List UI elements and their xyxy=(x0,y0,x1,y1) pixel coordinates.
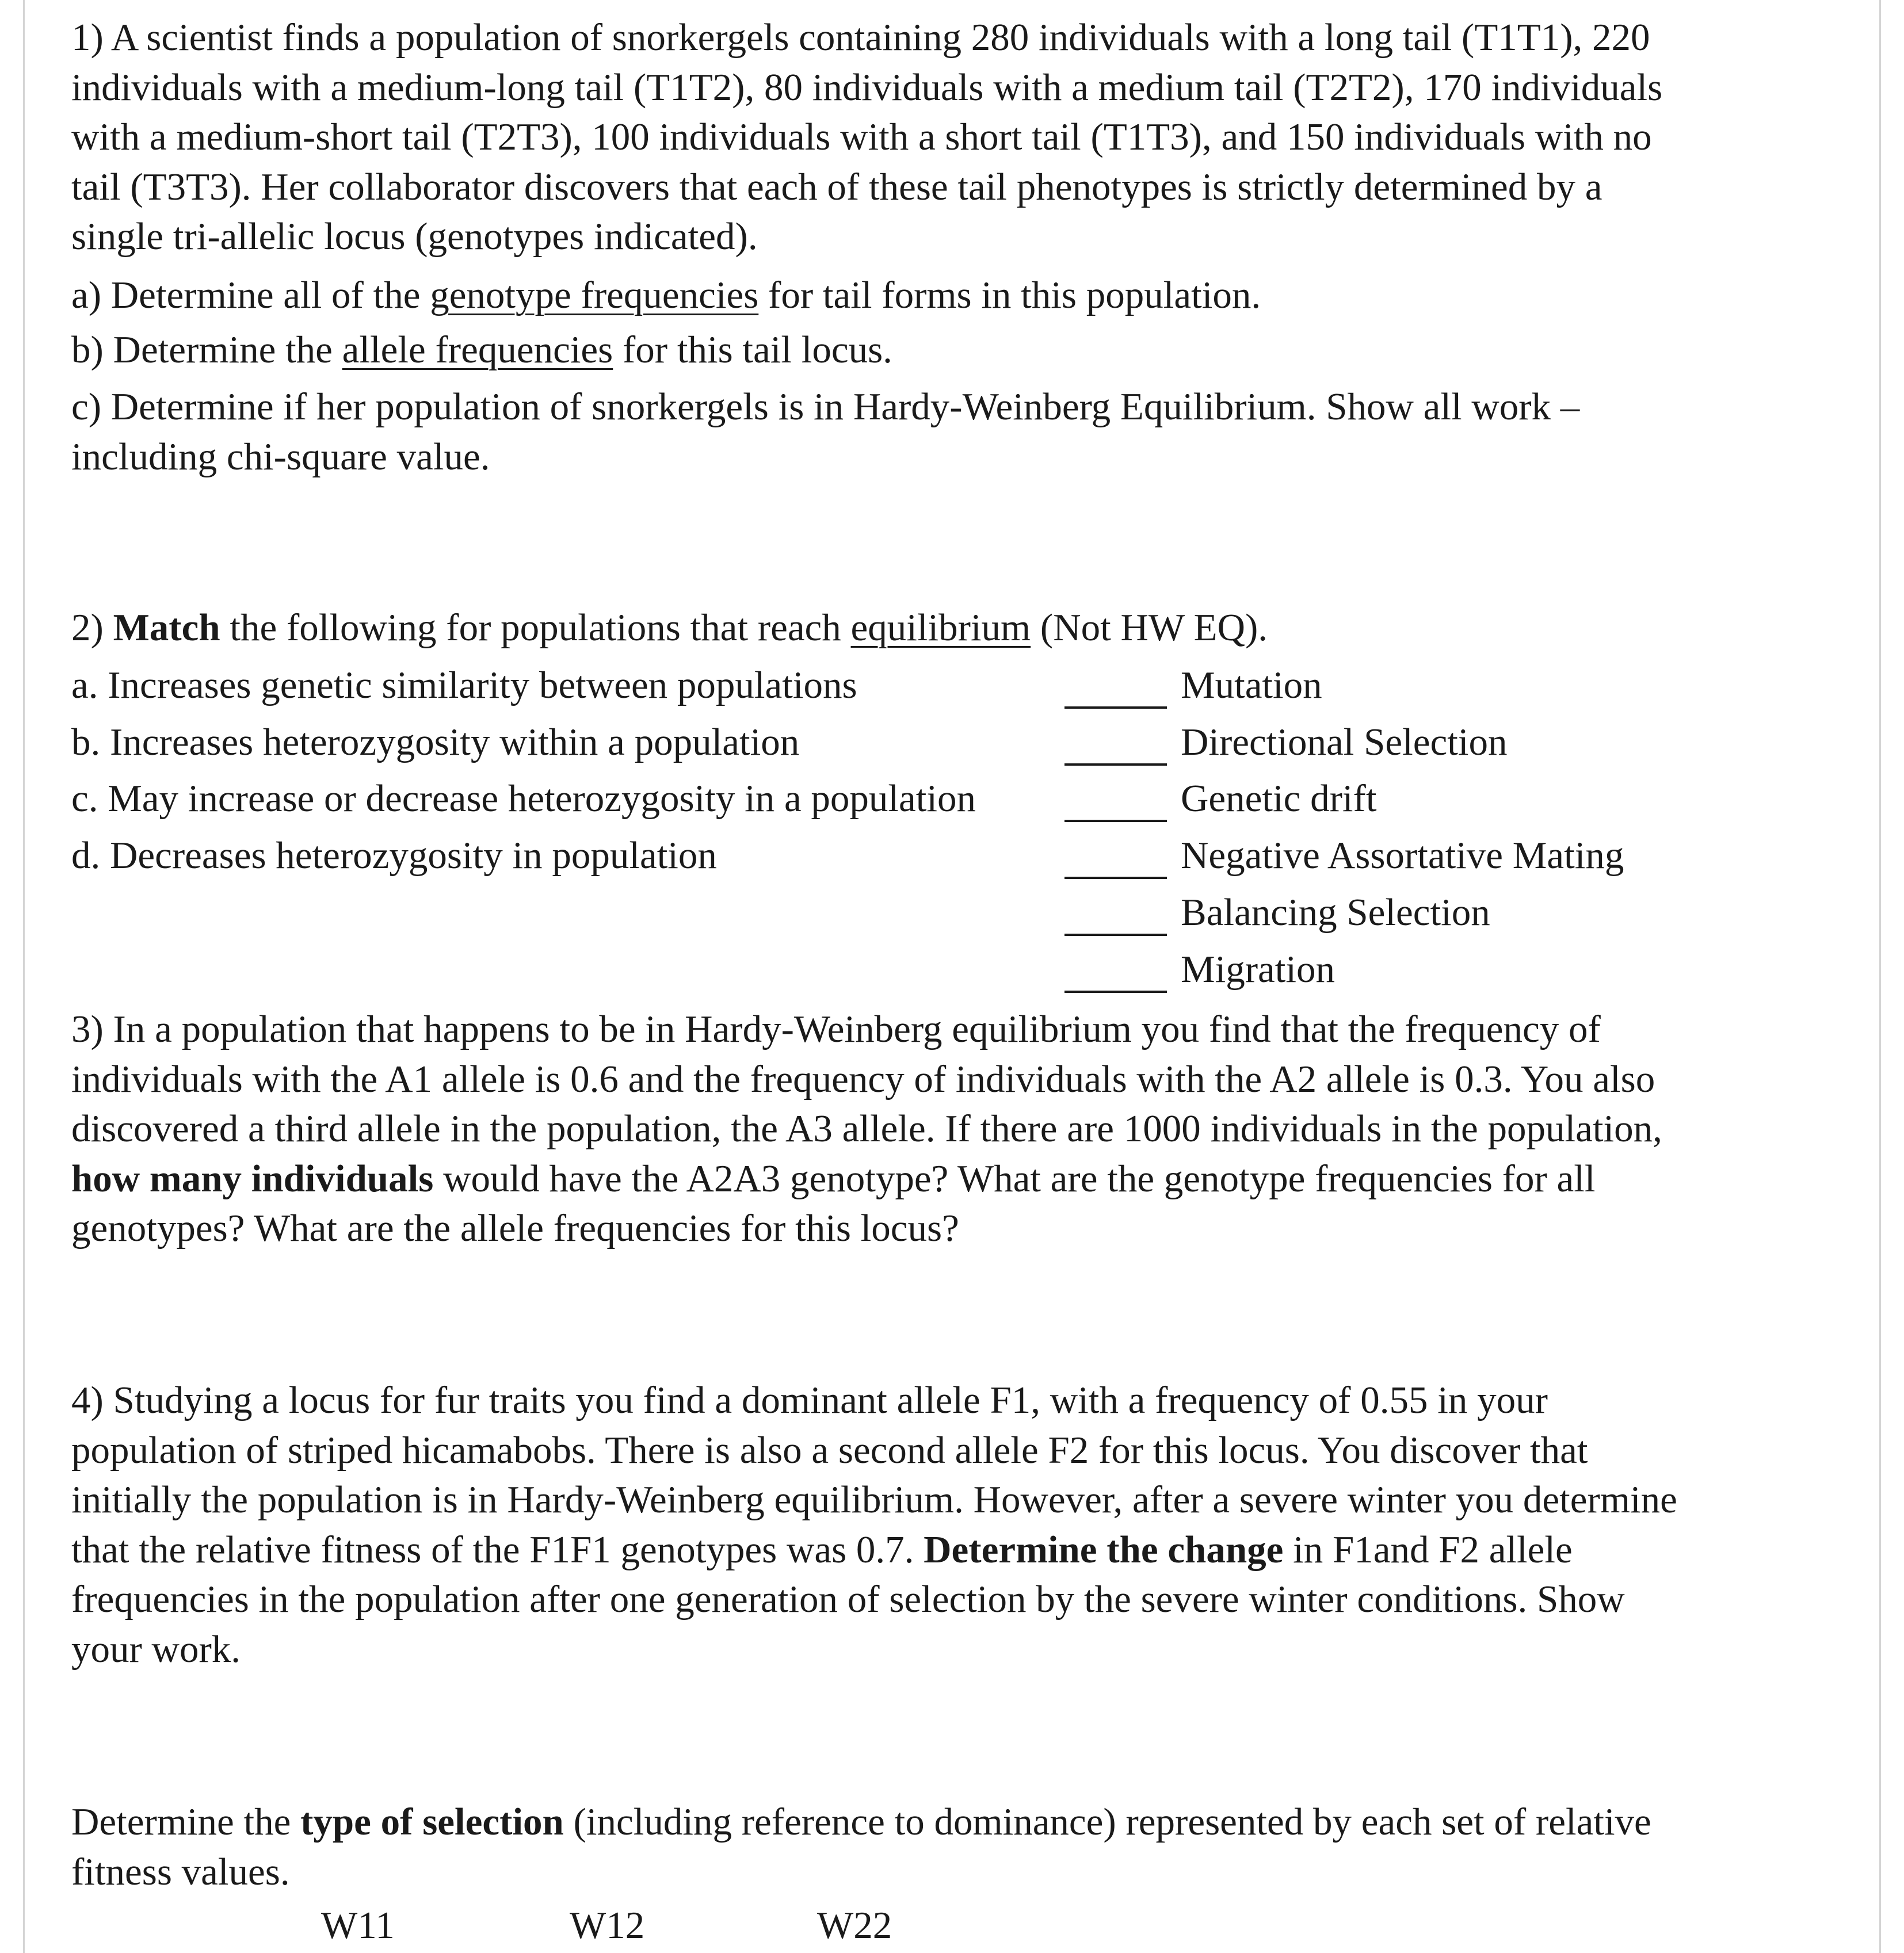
question-1 xyxy=(71,13,1844,262)
q1-line: single tri-allelic locus (genotypes indicated). xyxy=(71,215,758,258)
answer-blank[interactable] xyxy=(1064,763,1167,766)
genotype-frequencies-term: genotype frequencies xyxy=(430,274,759,316)
question-4: 4) Studying a locus for fur traits you find a dominant allele F1, with a frequency of 0.55 in your population of striped hicamabobs. There is also a second allele F2 for this locus. You discover that initially the population is in Hardy-Weinberg equilibrium. However, after a severe winter you determine that the relative fitness of the F1F1 genotypes was 0.7. Determine the change in F1and F2 allele frequencies in the population after one generation of selection by the severe winter conditions. Show your work. xyxy=(71,1379,1677,1671)
match-item: a. Increases genetic similarity between populations xyxy=(71,664,857,706)
question-1b: b) Determine the allele frequencies for this tail locus. xyxy=(71,328,892,371)
fitness-header-w11: W11 xyxy=(321,1904,395,1947)
match-option: Directional Selection xyxy=(1181,721,1508,763)
match-item: b. Increases heterozygosity within a population xyxy=(71,721,800,763)
q1-line: with a medium-short tail (T2T3), 100 individuals with a short tail (T1T3), and 150 individuals with no xyxy=(71,116,1652,158)
match-option: Genetic drift xyxy=(1181,777,1377,820)
answer-blank[interactable] xyxy=(1064,820,1167,822)
q1-line: 1) A scientist finds a population of snorkergels containing 280 individuals with a long tail (T1T1), 220 xyxy=(71,16,1650,59)
match-item: c. May increase or decrease heterozygosity in a population xyxy=(71,777,976,820)
match-option: Mutation xyxy=(1181,664,1322,706)
match-option: Balancing Selection xyxy=(1181,891,1490,934)
question-5: Determine the type of selection (including reference to dominance) represented by each set of relative fitness values. xyxy=(71,1801,1651,1893)
fitness-header-w22: W22 xyxy=(817,1904,892,1947)
answer-blank[interactable] xyxy=(1064,706,1167,709)
equilibrium-term: equilibrium xyxy=(850,606,1031,649)
allele-frequencies-term: allele frequencies xyxy=(342,328,613,371)
q1-line: tail (T3T3). Her collaborator discovers that each of these tail phenotypes is strictly determined by a xyxy=(71,165,1602,208)
question-2-heading: 2) Match the following for populations that reach equilibrium (Not HW EQ). xyxy=(71,606,1268,649)
question-1c: c) Determine if her population of snorkergels is in Hardy-Weinberg Equilibrium. Show all work – including chi-square value. xyxy=(71,385,1580,478)
answer-blank[interactable] xyxy=(1064,991,1167,993)
fitness-header-w12: W12 xyxy=(570,1904,645,1947)
q1-line: individuals with a medium-long tail (T1T2), 80 individuals with a medium tail (T2T2), 170 individuals xyxy=(71,66,1663,109)
question-1a: a) Determine all of the genotype frequencies for tail forms in this population. xyxy=(71,274,1261,316)
answer-blank[interactable] xyxy=(1064,934,1167,936)
match-item: d. Decreases heterozygosity in population xyxy=(71,834,717,877)
answer-blank[interactable] xyxy=(1064,877,1167,879)
match-option: Negative Assortative Mating xyxy=(1181,834,1624,877)
question-3: 3) In a population that happens to be in Hardy-Weinberg equilibrium you find that the frequency of individuals with the A1 allele is 0.6 and the frequency of individuals with the A2 allele is 0.3. You also discovered a third allele in the population, the A3 allele. If there are 1000 individuals in the population, how many individuals would have the A2A3 genotype? What are the genotype frequencies for all genotypes? What are the allele frequencies for this locus? xyxy=(71,1008,1662,1249)
match-option: Migration xyxy=(1181,948,1335,991)
